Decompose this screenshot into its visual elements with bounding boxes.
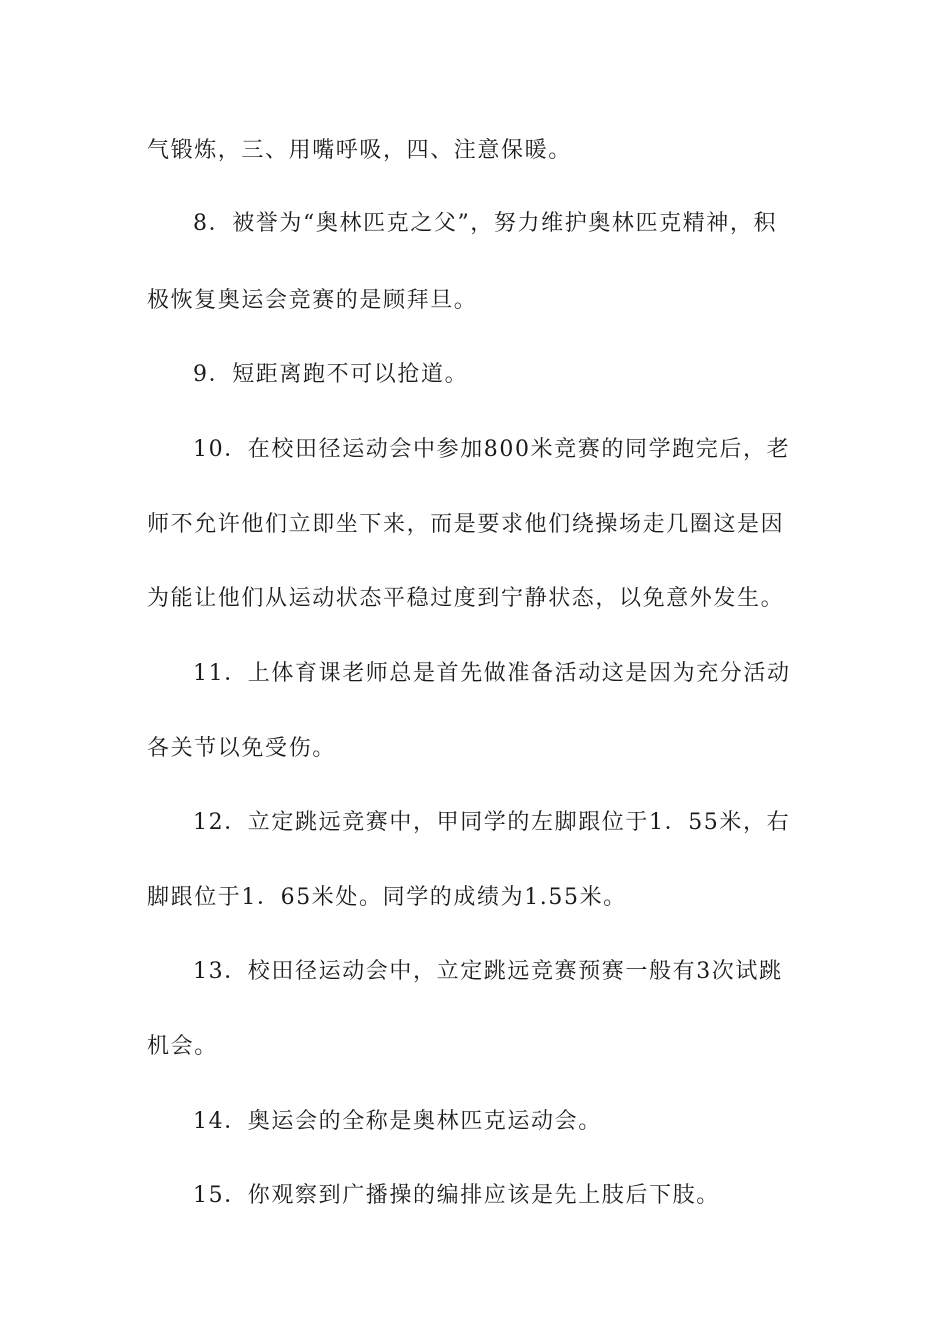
text-line: 气锻炼，三、用嘴呼吸，四、注意保暖。 [147,138,572,163]
text-line: 9．短距离跑不可以抢道。 [193,362,469,387]
text-line: 11．上体育课老师总是首先做准备活动这是因为充分活动 [193,661,791,686]
text-line: 各关节以免受伤。 [147,736,336,761]
text-line: 13．校田径运动会中，立定跳远竞赛预赛一般有3次试跳 [193,959,783,984]
text-line: 8．被誉为“奥林匹克之父”，努力维护奥林匹克精神，积 [193,211,778,236]
text-line: 极恢复奥运会竞赛的是顾拜旦。 [147,288,478,313]
text-line: 机会。 [147,1034,218,1059]
text-line: 14．奥运会的全称是奥林匹克运动会。 [193,1109,602,1134]
text-line: 脚跟位于1．65米处。同学的成绩为1.55米。 [147,885,627,910]
text-line: 15．你观察到广播操的编排应该是先上肢后下肢。 [193,1183,720,1208]
text-line: 10．在校田径运动会中参加800米竞赛的同学跑完后，老 [193,437,791,462]
text-line: 师不允许他们立即坐下来，而是要求他们绕操场走几圈这是因 [147,512,785,537]
text-line: 为能让他们从运动状态平稳过度到宁静状态，以免意外发生。 [147,586,785,611]
text-line: 12．立定跳远竞赛中，甲同学的左脚跟位于1．55米，右 [193,810,791,835]
